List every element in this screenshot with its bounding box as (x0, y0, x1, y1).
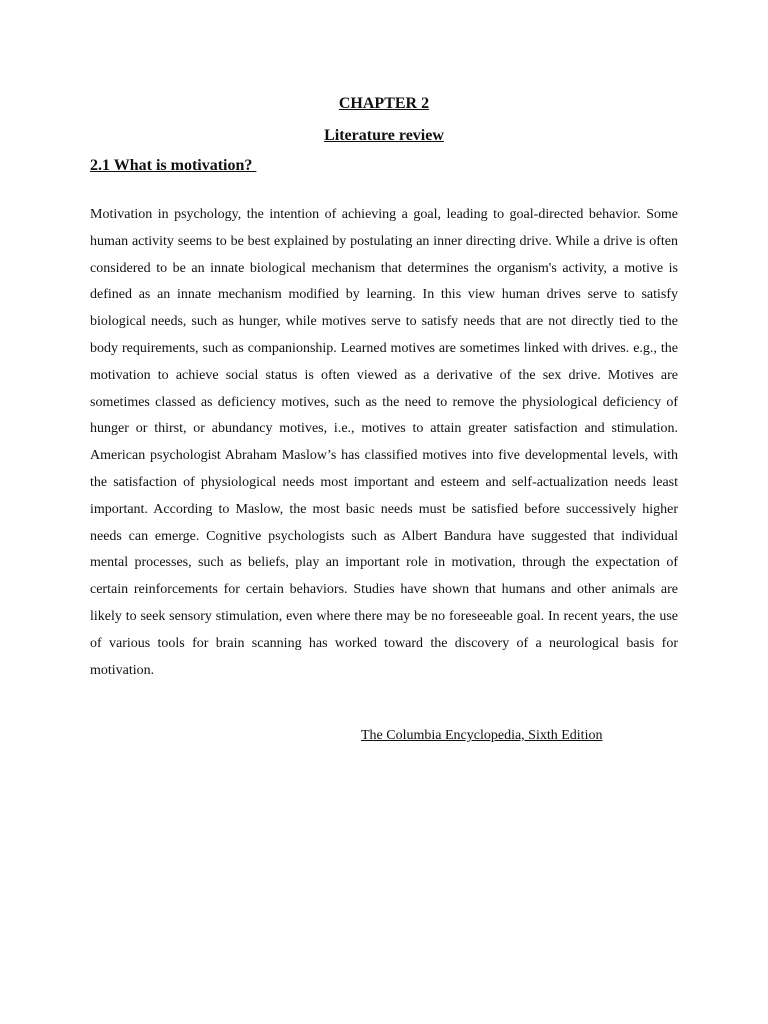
source-citation: The Columbia Encyclopedia, Sixth Edition (361, 728, 603, 743)
body-paragraph: Motivation in psychology, the intention of achieving a goal, leading to goal-directed behavior. Some human activity seems to be best explained by postulating an inner directing drive. While a drive is often considered to be an innate biological mechanism that determines the organism's activity, a motive is defined as an innate mechanism modified by learning. In this view human drives serve to satisfy biological needs, such as hunger, while motives serve to satisfy needs that are not directly tied to the body requirements, such as companionship. Learned motives are sometimes linked with drives. e.g., the motivation to achieve social status is often viewed as a derivative of the sex drive. Motives are sometimes classed as deficiency motives, such as the need to remove the physiological deficiency of hunger or thirst, or abundancy motives, i.e., motives to attain greater satisfaction and stimulation. American psychologist Abraham Maslow’s has classified motives into five developmental levels, with the satisfaction of physiological needs most important and esteem and self-actualization needs least important. According to Maslow, the most basic needs must be satisfied before successively higher needs can emerge. Cognitive psychologists such as Albert Bandura have suggested that individual mental processes, such as beliefs, play an important role in motivation, through the expectation of certain reinforcements for certain behaviors. Studies have shown that humans and other animals are likely to seek sensory stimulation, even where there may be no foreseeable goal. In recent years, the use of various tools for brain scanning has worked toward the discovery of a neurological basis for motivation. (90, 207, 678, 678)
chapter-title: Literature review (324, 127, 444, 144)
section-heading: 2.1 What is motivation? (90, 157, 257, 174)
chapter-heading: CHAPTER 2 (338, 95, 430, 112)
